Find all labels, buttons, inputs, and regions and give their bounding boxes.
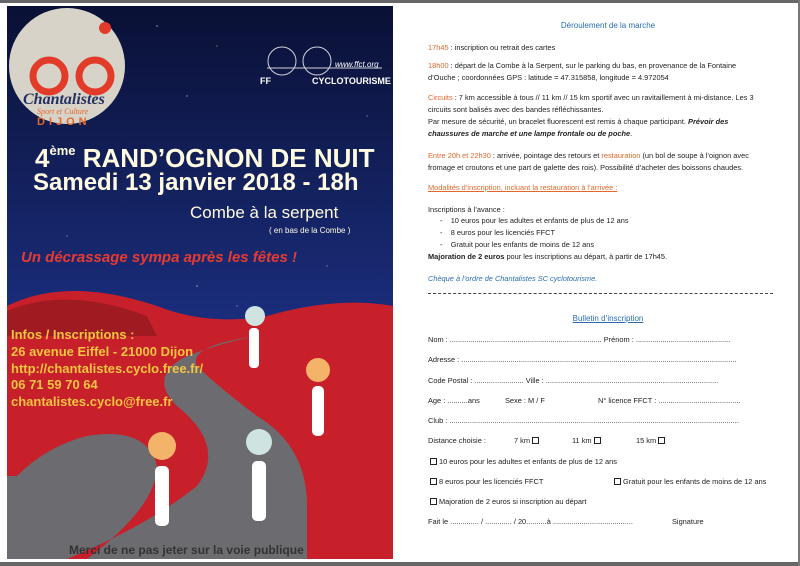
infos-address: 26 avenue Eiffel - 21000 Dijon	[11, 344, 194, 359]
infos-phone: 06 71 59 70 64	[11, 377, 98, 392]
ffct-logo-left: FF	[260, 76, 271, 86]
checkbox-8-euros[interactable]: 8 euros pour les licenciés FFCT	[428, 477, 543, 486]
slogan: Un décrassage sympa après les fêtes !	[21, 249, 297, 266]
checkbox-11km[interactable]: 11 km	[572, 436, 603, 445]
infos-heading: Infos / Inscriptions :	[11, 327, 135, 342]
poster	[7, 6, 393, 559]
bulletin-title: Bulletin d’inscription	[572, 314, 644, 323]
checkbox-icon	[430, 498, 437, 505]
poster-footer: Merci de ne pas jeter sur la voie publique	[69, 543, 304, 557]
field-fait-le[interactable]: Fait le .............. / ............. / 20..........à .......................................	[428, 517, 633, 526]
programme-1800: 18h00 : départ de la Combe à la Serpent, sur le parking du bas, en provenance de la Fontaine	[428, 61, 737, 70]
signature-label: Signature	[672, 517, 704, 526]
programme-title: Déroulement de la marche	[560, 21, 656, 30]
field-nom[interactable]: Nom : .......................................................................... Prénom : ..............................................	[428, 335, 731, 344]
programme-arrivee: Entre 20h et 22h30 : arrivée, pointage des retours et restauration (un bol de soupe à l’oignon avec	[428, 151, 749, 160]
field-age[interactable]: Age : ..........ans	[428, 396, 480, 405]
field-licence[interactable]: N° licence FFCT : ........................................	[598, 396, 741, 405]
svg-text:Chantalistes: Chantalistes	[23, 91, 105, 108]
ffct-logo-right: CYCLOTOURISME	[312, 76, 391, 86]
checkbox-icon	[614, 478, 621, 485]
field-adresse[interactable]: Adresse : ......................................................................................................................................	[428, 355, 737, 364]
checkbox-gratuit[interactable]: Gratuit pour les enfants de moins de 12 ans	[612, 477, 766, 486]
programme-circuits-2: circuits sont balisés avec des bandes réfléchissantes.	[428, 105, 604, 114]
checkbox-majoration[interactable]: Majoration de 2 euros si inscription au départ	[428, 497, 587, 506]
checkbox-15km[interactable]: 15 km	[636, 436, 667, 445]
tarif-item: - 10 euros pour les adultes et enfants de plus de 12 ans	[440, 216, 629, 225]
tarif-item: - 8 euros pour les licenciés FFCT	[440, 228, 556, 237]
inscriptions-avance: Inscriptions à l’avance :	[428, 205, 505, 214]
programme-securite: Par mesure de sécurité, un bracelet fluorescent est remis à chaque participant. Prévoir des	[428, 117, 729, 126]
cut-line	[428, 293, 773, 294]
poster-illustration	[7, 6, 393, 559]
title-text: RAND’OGNON DE NUIT	[82, 143, 375, 173]
infos-email[interactable]: chantalistes.cyclo@free.fr	[11, 394, 173, 409]
checkbox-icon	[430, 478, 437, 485]
edition-suffix: ème	[49, 143, 76, 158]
modalites-heading: Modalités d’inscription, incluant la restauration à l’arrivée :	[428, 183, 618, 192]
programme-1745: 17h45 : inscription ou retrait des cartes	[428, 43, 556, 52]
svg-text:DIJON: DIJON	[37, 116, 91, 128]
place-note: ( en bas de la Combe )	[269, 226, 351, 235]
checkbox-icon	[658, 437, 665, 444]
event-place: Combe à la serpent	[190, 203, 339, 222]
programme-gps: d’Ouche ; coordonnées GPS : latitude = 47.315858, longitude = 4.972054	[428, 73, 669, 82]
field-club[interactable]: Club : .............................................................................................................................................	[428, 416, 739, 425]
event-date: Samedi 13 janvier 2018 - 18h	[33, 169, 359, 196]
programme-arrivee-2: fromage et croutons et une part de galette des rois). Possibilité d’acheter des boissons chaudes.	[428, 163, 744, 172]
programme-circuits: Circuits : 7 km accessible à tous // 11 km // 15 km sportif avec un ravitaillement à mi-distance. Les 3	[428, 93, 754, 102]
field-cp-ville[interactable]: Code Postal : ........................ Ville : ....................................................................................	[428, 376, 719, 385]
edition-number: 4	[35, 143, 50, 173]
programme-securite-2: chaussures de marche et une lampe frontale ou de poche.	[428, 129, 633, 138]
checkbox-icon	[430, 458, 437, 465]
top-border	[0, 0, 800, 3]
checkbox-7km[interactable]: 7 km	[514, 436, 541, 445]
distance-label: Distance choisie :	[428, 436, 486, 445]
infos-website[interactable]: http://chantalistes.cyclo.free.fr/	[11, 361, 204, 376]
field-sexe[interactable]: Sexe : M / F	[505, 396, 545, 405]
ffct-url: www.ffct.org	[335, 60, 379, 69]
bottom-border	[0, 562, 800, 566]
cheque-note: Chèque à l’ordre de Chantalistes SC cyclotourisme.	[428, 274, 598, 283]
checkbox-10-euros[interactable]: 10 euros pour les adultes et enfants de plus de 12 ans	[428, 457, 617, 466]
checkbox-icon	[532, 437, 539, 444]
checkbox-icon	[594, 437, 601, 444]
majoration-note: Majoration de 2 euros pour les inscriptions au départ, à partir de 17h45.	[428, 252, 668, 261]
svg-text:Sport et Culture: Sport et Culture	[37, 107, 89, 116]
tarif-item: - Gratuit pour les enfants de moins de 12 ans	[440, 240, 595, 249]
